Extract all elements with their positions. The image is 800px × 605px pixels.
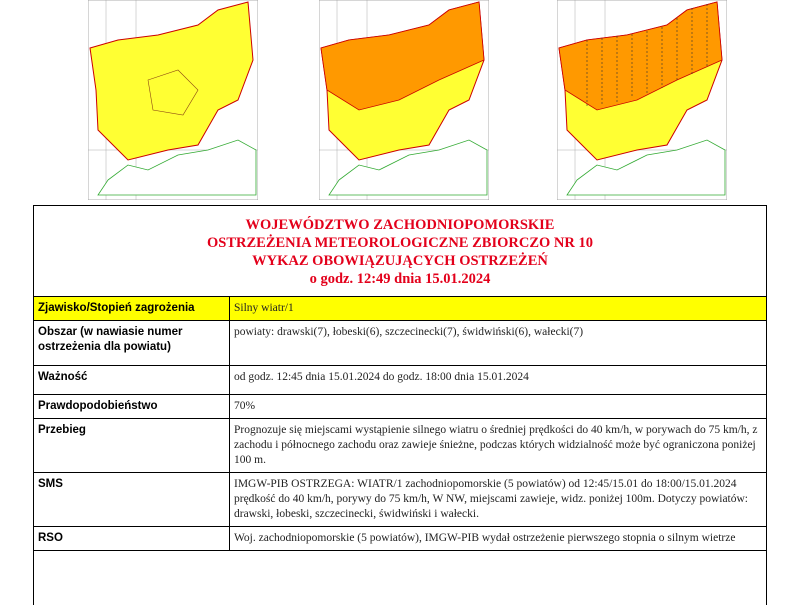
warning-document xyxy=(33,205,767,605)
row-label: RSO xyxy=(34,527,230,551)
row-label: Obszar (w nawiasie numer ostrzeżenia dla powiatu) xyxy=(34,321,230,366)
row-value: IMGW-PIB OSTRZEGA: WIATR/1 zachodniopomorskie (5 powiatów) od 12:45/15.01 do 18:00/15.01.2024 prędkość do 40 km/h, porywy do 75 km/h, W NW, miejscami zawieje, widz. poniżej 100m. Dotyczy powiatów: drawski, łobeski, szczecinecki, świdwiński i wałecki. xyxy=(230,473,767,527)
maps-strip xyxy=(0,0,800,205)
row-label: Zjawisko/Stopień zagrożenia xyxy=(34,297,230,321)
map-1-svg xyxy=(88,0,258,200)
row-label: Ważność xyxy=(34,366,230,395)
row-value: Silny wiatr/1 xyxy=(230,297,767,321)
table-row xyxy=(34,297,767,321)
warning-map-1 xyxy=(88,0,258,200)
header-line-1: WOJEWÓDZTWO ZACHODNIOPOMORSKIE xyxy=(245,217,555,233)
warning-map-2 xyxy=(319,0,489,200)
warning-map-3 xyxy=(557,0,727,200)
document-header xyxy=(34,206,766,292)
row-value: 70% xyxy=(230,395,767,419)
row-value: od godz. 12:45 dnia 15.01.2024 do godz. 18:00 dnia 15.01.2024 xyxy=(230,366,767,395)
table-row xyxy=(34,395,767,419)
table-row xyxy=(34,527,767,551)
table-row xyxy=(34,321,767,366)
table-row xyxy=(34,473,767,527)
header-line-4: o godz. 12:49 dnia 15.01.2024 xyxy=(309,271,491,287)
header-line-3: WYKAZ OBOWIĄZUJĄCYCH OSTRZEŻEŃ xyxy=(252,253,548,269)
row-label: Prawdopodobieństwo xyxy=(34,395,230,419)
row-value: powiaty: drawski(7), łobeski(6), szczecinecki(7), świdwiński(6), wałecki(7) xyxy=(230,321,767,366)
row-label: Przebieg xyxy=(34,419,230,473)
warning-table xyxy=(33,296,767,551)
row-label: SMS xyxy=(34,473,230,527)
table-row xyxy=(34,419,767,473)
header-line-2: OSTRZEŻENIA METEOROLOGICZNE ZBIORCZO NR 10 xyxy=(207,235,593,251)
table-row xyxy=(34,366,767,395)
map-3-svg xyxy=(557,0,727,200)
row-value: Woj. zachodniopomorskie (5 powiatów), IMGW-PIB wydał ostrzeżenie pierwszego stopnia o silnym wietrze xyxy=(230,527,767,551)
map-2-svg xyxy=(319,0,489,200)
row-value: Prognozuje się miejscami wystąpienie silnego wiatru o średniej prędkości do 40 km/h, w porywach do 75 km/h, z zachodu i północnego zachodu oraz zawieje śnieżne, podczas których widzialność może być ograniczona poniżej 100 m. xyxy=(230,419,767,473)
